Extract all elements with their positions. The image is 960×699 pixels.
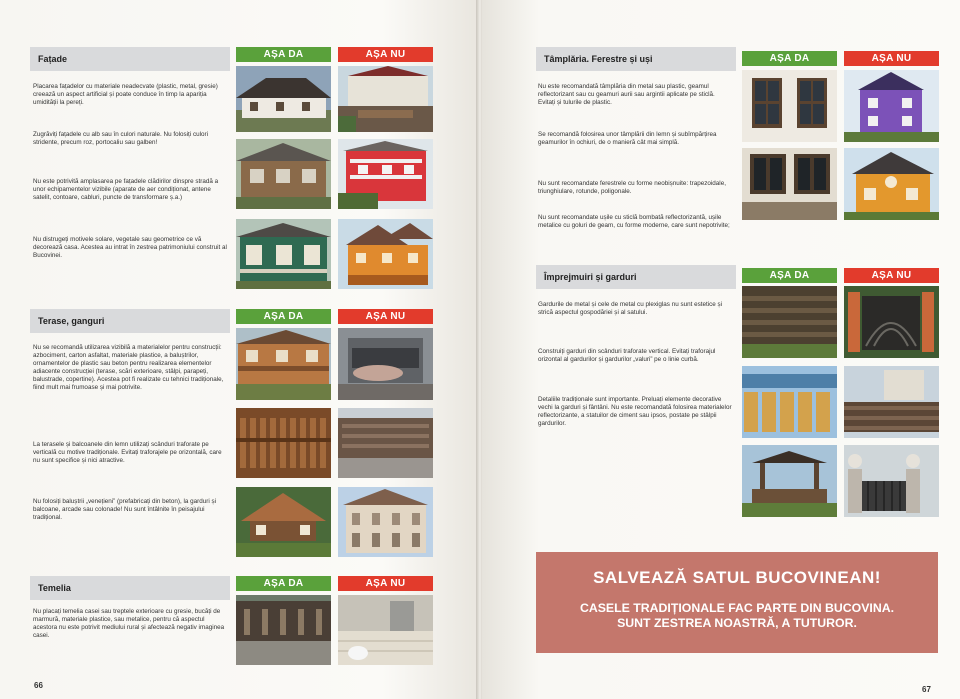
photo-good-house-wood <box>236 139 331 209</box>
section-title-fatade: Fațade <box>30 47 230 71</box>
paragraph: Construiți garduri din scânduri traforate vertical. Evitați traforajul orizontal al gardurilor și gardurilor „valuri” pe o linie curbă. <box>538 348 716 363</box>
photo-bad-colonnades <box>338 487 433 557</box>
photo-bad-purple-house <box>844 70 939 142</box>
paragraph: Nu este potrivită amplasarea pe fațadele clădirilor dinspre stradă a unor echipamentelor vizibile (aparate de aer condiționat, antene satelit, contoare, cabluri, puncte de transformare ș.a.) <box>33 178 219 201</box>
photo-bad-foundation <box>338 595 433 665</box>
label-asa-nu: AȘA NU <box>338 576 433 591</box>
label-asa-da: AȘA DA <box>236 309 331 324</box>
paragraph: Nu folosiți baluștrii „venețieni” (prefabricați din beton), la garduri și balcoane, arcade sau colonade! Nu sunt întâlnite în peisajului tradițional. <box>33 498 217 521</box>
photo-bad-red-house <box>338 139 433 209</box>
banner-line-2: SUNT ZESTREA NOASTRĂ, A TUTUROR. <box>617 616 857 630</box>
photo-bad-metal-fence <box>844 286 939 358</box>
paragraph: Zugrăviți fațadele cu alb sau în culori naturale. Nu folosiți culori stridente, precum roz, portocaliu sau galben! <box>33 131 209 146</box>
label-asa-da: AȘA DA <box>742 51 837 66</box>
banner-line-1: CASELE TRADIȚIONALE FAC PARTE DIN BUCOVINA. <box>579 601 895 615</box>
photo-good-wood-fence <box>742 286 837 358</box>
photo-good-decorated-house <box>236 219 331 289</box>
label-asa-nu: AȘA NU <box>338 47 433 62</box>
photo-bad-horizontal-fence <box>844 366 939 438</box>
paragraph: Nu este recomandată tâmplăria din metal sau plastic, geamul reflectorizant sau cu geamuri aurii sau argintii aplicate pe sticlă. Evitați și tulurile de plastic. <box>538 83 715 106</box>
paragraph: Nu sunt recomandate ușile cu sticlă bombată reflectorizantă, ușile metalice cu goluri de geam, cu forme moderne, care sunt nepotrivite; <box>538 214 730 229</box>
photo-good-facade-white <box>236 66 331 132</box>
photo-bad-horizontal-boards <box>338 408 433 478</box>
section-title-tamplaria: Tâmplăria. Ferestre și uși <box>536 47 736 71</box>
right-page <box>482 0 960 699</box>
photo-bad-statues-fence <box>844 445 939 517</box>
page-number: 66 <box>34 681 43 690</box>
paragraph: Placarea fațadelor cu materiale neadecvate (plastic, metal, gresie) creează un aspect artificial și poate conduce în timp la apariția umidității la pereți. <box>33 83 218 106</box>
photo-good-terrace <box>236 328 331 400</box>
section-title-temelia: Temelia <box>30 576 230 600</box>
photo-bad-terrace <box>338 328 433 400</box>
paragraph: Gardurile de metal și cele de metal cu plexiglas nu sunt estetice și strică aspectul gospodăriei și al satului. <box>538 301 723 316</box>
paragraph: La terasele și balcoanele din lemn utilizați scânduri traforate pe verticală cu motive tradiționale. Evitați traforajele pe orizontală, care nu sunt specifice și nici atractive. <box>33 441 222 464</box>
photo-bad-facade-plastic <box>338 66 433 132</box>
photo-bad-orange-windows <box>844 148 939 220</box>
banner-headline: SALVEAZĂ SATUL BUCOVINEAN! <box>593 568 881 587</box>
photo-good-wood-windows <box>742 70 837 142</box>
paragraph: Nu se recomandă utilizarea vizibilă a materialelor pentru construcții: azbociment, carton asfaltat, materiale plastice, a baluștrilor, ornamentelor de plastic sau beton pentru realizarea elementelor adiacente construcției (terase, scări exterioare, stâlpi, parapeți, balustrade, copertine). Acestea pot fi realizate cu tehnici tradiționale, fiind mult mai frumoase și mai potrivite. <box>33 344 224 391</box>
page-number: 67 <box>922 685 931 694</box>
label-asa-nu: AȘA NU <box>338 309 433 324</box>
save-village-banner <box>536 552 938 653</box>
section-title-terase: Terase, ganguri <box>30 309 230 333</box>
paragraph: Detaliile tradiționale sunt importante. Preluați elemente decorative vechi la garduri și fântâni. Nu este recomandată folosirea materialelor reflectorizante, a statuilor de ciment sau ipsos, postate pe stâlpii gardurilor. <box>538 396 732 427</box>
section-title-imprejmuiri: Împrejmuiri și garduri <box>536 265 736 289</box>
photo-good-vertical-fence <box>742 366 837 438</box>
paragraph: Nu placați temelia casei sau treptele exterioare cu gresie, bucăți de marmură, materiale plastice, sau metalice, pentru că aspectul acestora nu este potrivit mediului rural și afectează negativ imaginea casei. <box>33 608 225 639</box>
photo-bad-orange-house <box>338 219 433 289</box>
paragraph: Se recomandă folosirea unor tâmplării din lemn și subîmpărțirea geamurilor în ochiuri, de o manieră cât mai simplă. <box>538 131 717 146</box>
label-asa-da: AȘA DA <box>236 47 331 62</box>
left-page <box>0 0 478 699</box>
paragraph: Nu sunt recomandate ferestrele cu forme neobișnuite: trapezoidale, triunghiulare, rotunde, poligonale. <box>538 180 726 195</box>
label-asa-da: AȘA DA <box>236 576 331 591</box>
photo-good-roof-house <box>236 487 331 557</box>
label-asa-nu: AȘA NU <box>844 268 939 283</box>
label-asa-da: AȘA DA <box>742 268 837 283</box>
paragraph: Nu distrugeți motivele solare, vegetale sau geometrice ce vă decorează casa. Acestea au intrat în zestrea patrimoniului construit al Bucovinei. <box>33 236 227 259</box>
label-asa-nu: AȘA NU <box>844 51 939 66</box>
photo-good-well <box>742 445 837 517</box>
photo-good-vertical-boards <box>236 408 331 478</box>
photo-good-foundation <box>236 595 331 665</box>
photo-good-window-frame <box>742 148 837 220</box>
